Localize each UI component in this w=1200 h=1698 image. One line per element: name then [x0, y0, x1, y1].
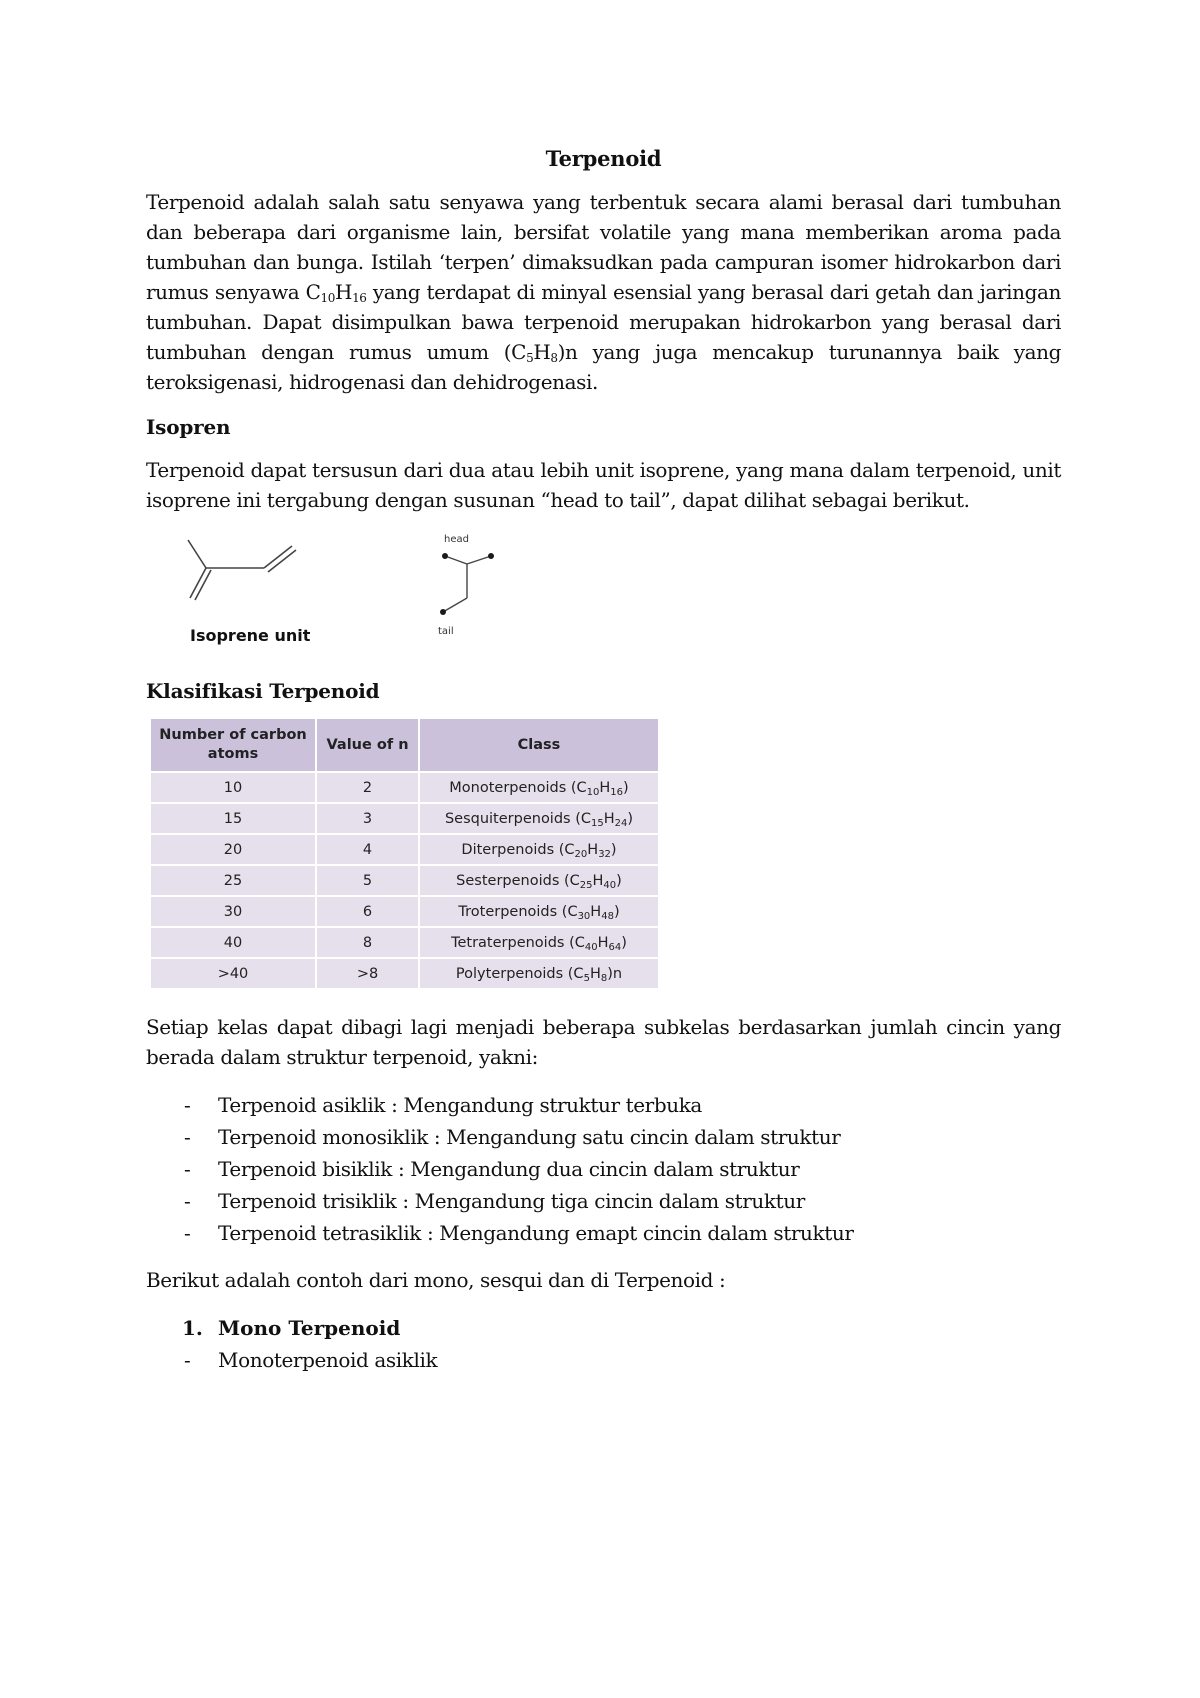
column-header-carbon: Number of carbon atoms: [151, 719, 316, 772]
tail-label: tail: [438, 626, 454, 637]
table-row: [151, 927, 658, 958]
isopren-paragraph: Terpenoid dapat tersusun dari dua atau lebih unit isoprene, yang mana dalam terpenoid, unit isoprene ini tergabung dengan susunan “head to tail”, dapat dilihat sebagai berikut.: [146, 458, 1061, 512]
class-cell: Sesquiterpenoids $(C_{15}H_{24})$: [419, 803, 658, 834]
list-item: - Terpenoid monosiklik : Mengandung satu cincin dalam struktur: [184, 1125, 841, 1149]
list-item: - Terpenoid tetrasiklik : Mengandung emapt cincin dalam struktur: [184, 1221, 854, 1245]
carbon-cell: 25: [151, 865, 316, 896]
isoprene-figure: [146, 532, 1061, 660]
table-row: [151, 896, 658, 927]
carbon-cell: 40: [151, 927, 316, 958]
subkelas-list: [146, 1089, 1061, 1249]
table-row: [151, 803, 658, 834]
class-cell: Polyterpenoids $(C_5H_8)n$: [419, 958, 658, 988]
intro-paragraph: Terpenoid adalah salah satu senyawa yang terbentuk secara alami berasal dari tumbuhan dan beberapa dari organisme lain, bersifat volatile yang mana memberikan aroma pada tumbuhan dan bunga. Istilah ‘terpen’ dimaksudkan pada campuran isomer hidrokarbon dari rumus senyawa $C_{10}H_{16}$ yang terdapat di minyal esensial yang berasal dari getah dan jaringan tumbuhan. Dapat disimpulkan bawa terpenoid merupakan hidrokarbon yang berasal dari tumbuhan dengan rumus umum $(C_5H_8)n$ yang juga mencakup turunannya baik yang teroksigenasi, hidrogenasi dan dehidrogenasi.: [146, 190, 1061, 394]
document-title: Terpenoid: [545, 146, 662, 171]
column-header-class: Class: [419, 719, 658, 772]
n-cell: 4: [316, 834, 419, 865]
list-item: - Terpenoid bisiklik : Mengandung dua cincin dalam struktur: [184, 1157, 800, 1181]
table-row: [151, 834, 658, 865]
n-cell: 5: [316, 865, 419, 896]
mono-terpenoid-heading: 1. Mono Terpenoid: [182, 1316, 401, 1340]
column-header-n: Value of n: [316, 719, 419, 772]
list-item: - Monoterpenoid asiklik: [184, 1348, 438, 1372]
table-row: [151, 865, 658, 896]
class-cell: Diterpenoids $(C_{20}H_{32})$: [419, 834, 658, 865]
terpenoid-classification-table: [151, 719, 658, 988]
table-row: [151, 958, 658, 988]
table-row: [151, 772, 658, 803]
carbon-cell: 10: [151, 772, 316, 803]
list-item: - Terpenoid trisiklik : Mengandung tiga cincin dalam struktur: [184, 1189, 805, 1213]
class-cell: Monoterpenoids $(C_{10}H_{16})$: [419, 772, 658, 803]
n-cell: 8: [316, 927, 419, 958]
n-cell: 6: [316, 896, 419, 927]
klasifikasi-heading: Klasifikasi Terpenoid: [146, 679, 380, 703]
n-cell: >8: [316, 958, 419, 988]
n-cell: 3: [316, 803, 419, 834]
class-cell: Sesterpenoids $(C_{25}H_{40})$: [419, 865, 658, 896]
isopren-heading: Isopren: [146, 415, 231, 439]
class-cell: Troterpenoids $(C_{30}H_{48})$: [419, 896, 658, 927]
contoh-paragraph: Berikut adalah contoh dari mono, sesqui dan di Terpenoid :: [146, 1268, 726, 1292]
head-label: head: [444, 534, 469, 545]
n-cell: 2: [316, 772, 419, 803]
document-content: [146, 146, 1061, 1392]
carbon-cell: >40: [151, 958, 316, 988]
mono-terpenoid-list: [146, 1344, 1061, 1376]
subkelas-paragraph: Setiap kelas dapat dibagi lagi menjadi beberapa subkelas berdasarkan jumlah cincin yang berada dalam struktur terpenoid, yakni:: [146, 1015, 1061, 1069]
carbon-cell: 30: [151, 896, 316, 927]
isoprene-unit-label: Isoprene unit: [190, 626, 311, 645]
carbon-cell: 15: [151, 803, 316, 834]
class-cell: Tetraterpenoids $(C_{40}H_{64})$: [419, 927, 658, 958]
list-item: - Terpenoid asiklik : Mengandung struktur terbuka: [184, 1093, 702, 1117]
carbon-cell: 20: [151, 834, 316, 865]
table-header-row: [151, 719, 658, 772]
